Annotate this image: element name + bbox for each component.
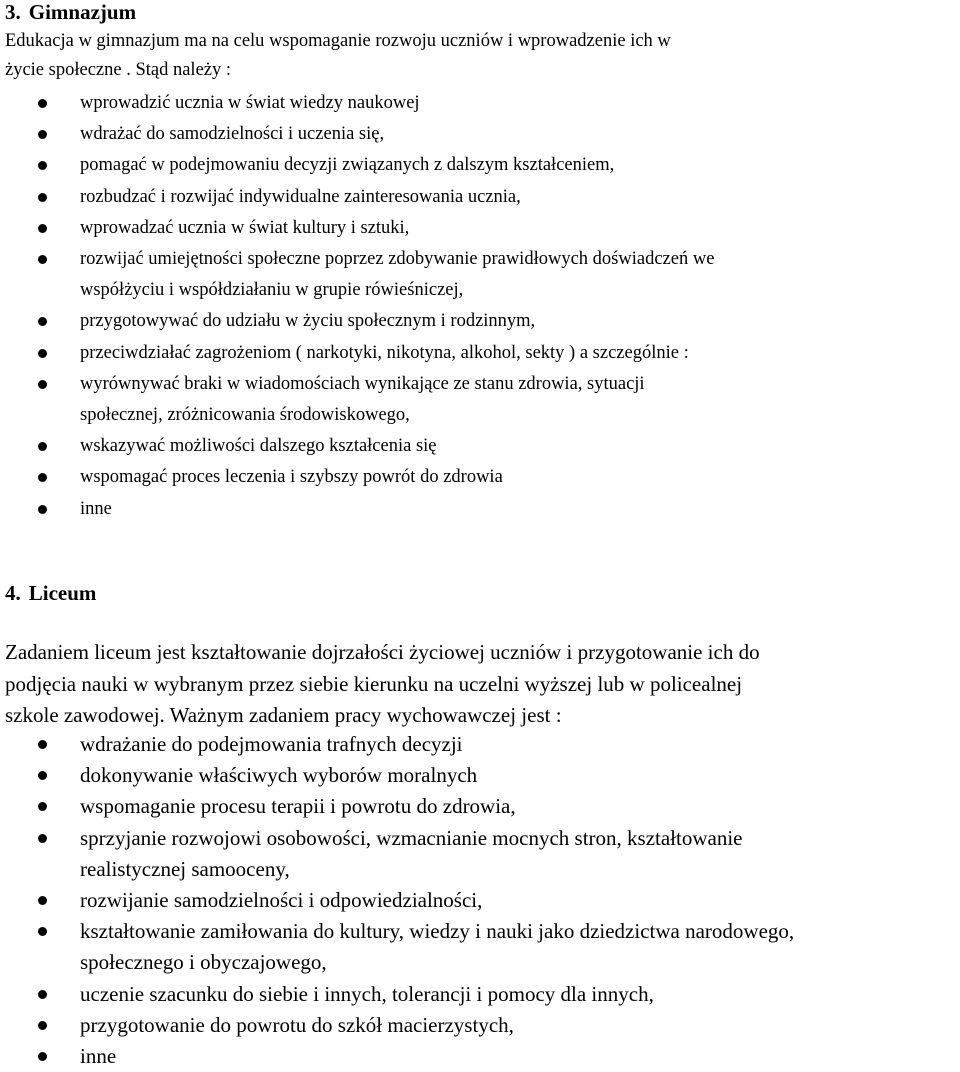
bullet-icon	[38, 1052, 47, 1061]
list-item	[0, 182, 960, 213]
list-item-text	[80, 916, 794, 978]
list-item-line: społecznego i obyczajowego,	[80, 950, 327, 975]
list-item	[0, 88, 960, 119]
bullet-icon	[38, 1021, 47, 1030]
list-item-text	[80, 791, 516, 822]
list-item-line: wdrażać do samodzielności i uczenia się,	[80, 124, 385, 145]
list-item-text	[80, 119, 384, 150]
bullet-icon	[38, 130, 47, 139]
list-item-line: rozwijanie samodzielności i odpowiedzialności,	[80, 888, 483, 912]
bullet-icon	[38, 442, 47, 451]
list-item-line: rozbudzać i rozwijać indywidualne zainteresowania ucznia,	[80, 186, 521, 207]
intro-line: Edukacja w gimnazjum ma na celu wspomaganie rozwoju uczniów i wprowadzenie ich w	[5, 31, 671, 51]
section-heading	[5, 0, 136, 25]
list-item-text	[80, 885, 482, 916]
list-item	[0, 338, 960, 369]
intro-paragraph	[5, 637, 955, 732]
list-item-line: wspomagać proces leczenia i szybszy powrót do zdrowia	[80, 467, 503, 488]
intro-line: podjęcia nauki w wybranym przez siebie kierunku na uczelni wyższej lub w policealnej	[5, 671, 743, 696]
list-item	[0, 823, 960, 885]
list-item-line: pomagać w podejmowaniu decyzji związanych z dalszym kształceniem,	[80, 155, 615, 176]
bullet-icon	[38, 834, 47, 843]
section-heading	[5, 580, 96, 606]
bullet-icon	[38, 255, 47, 264]
list-item	[0, 1041, 960, 1072]
list-item-line: współżyciu i współdziałaniu w grupie rówieśniczej,	[80, 280, 464, 301]
bullet-icon	[38, 771, 47, 780]
list-item	[0, 885, 960, 916]
bullet-icon	[38, 896, 47, 905]
bullet-icon	[38, 990, 47, 999]
list-item-text	[80, 182, 521, 213]
intro-line: szkole zawodowej. Ważnym zadaniem pracy wychowawczej jest :	[5, 703, 562, 727]
list-item-line: przygotowanie do powrotu do szkół macierzystych,	[80, 1012, 514, 1037]
bullet-icon	[38, 99, 47, 108]
list-item-text	[80, 213, 409, 244]
list-item-text	[80, 369, 645, 431]
list-item	[0, 369, 960, 431]
list-item-text	[80, 979, 654, 1010]
list-item-text	[80, 462, 503, 493]
list-item-text	[80, 1010, 514, 1041]
list-item	[0, 791, 960, 822]
list-item	[0, 119, 960, 150]
list-item	[0, 916, 960, 978]
list-item	[0, 431, 960, 462]
list-item-line: sprzyjanie rozwojowi osobowości, wzmacnianie mocnych stron, kształtowanie	[80, 825, 743, 850]
list-item-line: wdrażanie do podejmowania trafnych decyzji	[80, 732, 463, 756]
section-title: Liceum	[28, 581, 97, 605]
list-item	[0, 1010, 960, 1041]
list-item-text	[80, 150, 614, 181]
bullet-icon	[38, 505, 47, 514]
list-item-text	[80, 88, 420, 119]
list-item-text	[80, 494, 112, 525]
list-item	[0, 306, 960, 337]
intro-line: życie społeczne . Stąd należy :	[5, 60, 232, 80]
list-item-line: wprowadzić ucznia w świat wiedzy naukowej	[80, 93, 420, 113]
list-item	[0, 213, 960, 244]
list-item-text	[80, 823, 742, 885]
list-item-line: kształtowanie zamiłowania do kultury, wiedzy i nauki jako dziedzictwa narodowego,	[80, 919, 795, 944]
list-item-text	[80, 338, 689, 369]
intro-line: Zadaniem liceum jest kształtowanie dojrzałości życiowej uczniów i przygotowanie ich do	[5, 640, 760, 664]
bullet-icon	[38, 317, 47, 326]
bullet-icon	[38, 349, 47, 358]
list-item	[0, 150, 960, 181]
list-item-line: wyrównywać braki w wiadomościach wynikające ze stanu zdrowia, sytuacji	[80, 373, 645, 394]
section-number: 3.	[5, 0, 21, 24]
list-item-line: przeciwdziałać zagrożeniom ( narkotyki, nikotyna, alkohol, sekty ) a szczególnie :	[80, 342, 689, 363]
list-item-line: realistycznej samooceny,	[80, 856, 290, 881]
list-item-line: inne	[80, 498, 112, 519]
list-item-line: uczenie szacunku do siebie i innych, tolerancji i pomocy dla innych,	[80, 981, 654, 1006]
list-item-text	[80, 306, 535, 337]
list-item	[0, 979, 960, 1010]
list-item	[0, 729, 960, 760]
list-item-text	[80, 244, 714, 306]
list-item-line: rozwijać umiejętności społeczne poprzez zdobywanie prawidłowych doświadczeń we	[80, 249, 715, 269]
intro-paragraph	[5, 27, 955, 85]
list-item-line: społecznej, zróżnicowania środowiskowego,	[80, 404, 410, 425]
section-number: 4.	[5, 581, 21, 605]
list-item-line: wspomaganie procesu terapii i powrotu do zdrowia,	[80, 794, 516, 819]
list-item-line: wskazywać możliwości dalszego kształcenia się	[80, 436, 437, 457]
bullet-icon	[38, 193, 47, 202]
list-item-text	[80, 729, 463, 760]
bullet-icon	[38, 473, 47, 482]
bullet-icon	[38, 224, 47, 233]
bullet-icon	[38, 927, 47, 936]
list-item-line: wprowadzać ucznia w świat kultury i sztuki,	[80, 217, 410, 238]
list-item	[0, 462, 960, 493]
list-item	[0, 760, 960, 791]
list-item	[0, 494, 960, 525]
bullet-icon	[38, 161, 47, 170]
list-item-text	[80, 760, 477, 791]
list-item-line: inne	[80, 1044, 117, 1068]
list-item-line: przygotowywać do udziału w życiu społecznym i rodzinnym,	[80, 311, 536, 332]
list-item-text	[80, 431, 437, 462]
list-item	[0, 244, 960, 306]
bullet-icon	[38, 740, 47, 749]
list-item-text	[80, 1041, 116, 1072]
bullet-icon	[38, 380, 47, 389]
section-title: Gimnazjum	[28, 0, 137, 24]
list-item-line: dokonywanie właściwych wyborów moralnych	[80, 763, 478, 788]
bullet-icon	[38, 802, 47, 811]
